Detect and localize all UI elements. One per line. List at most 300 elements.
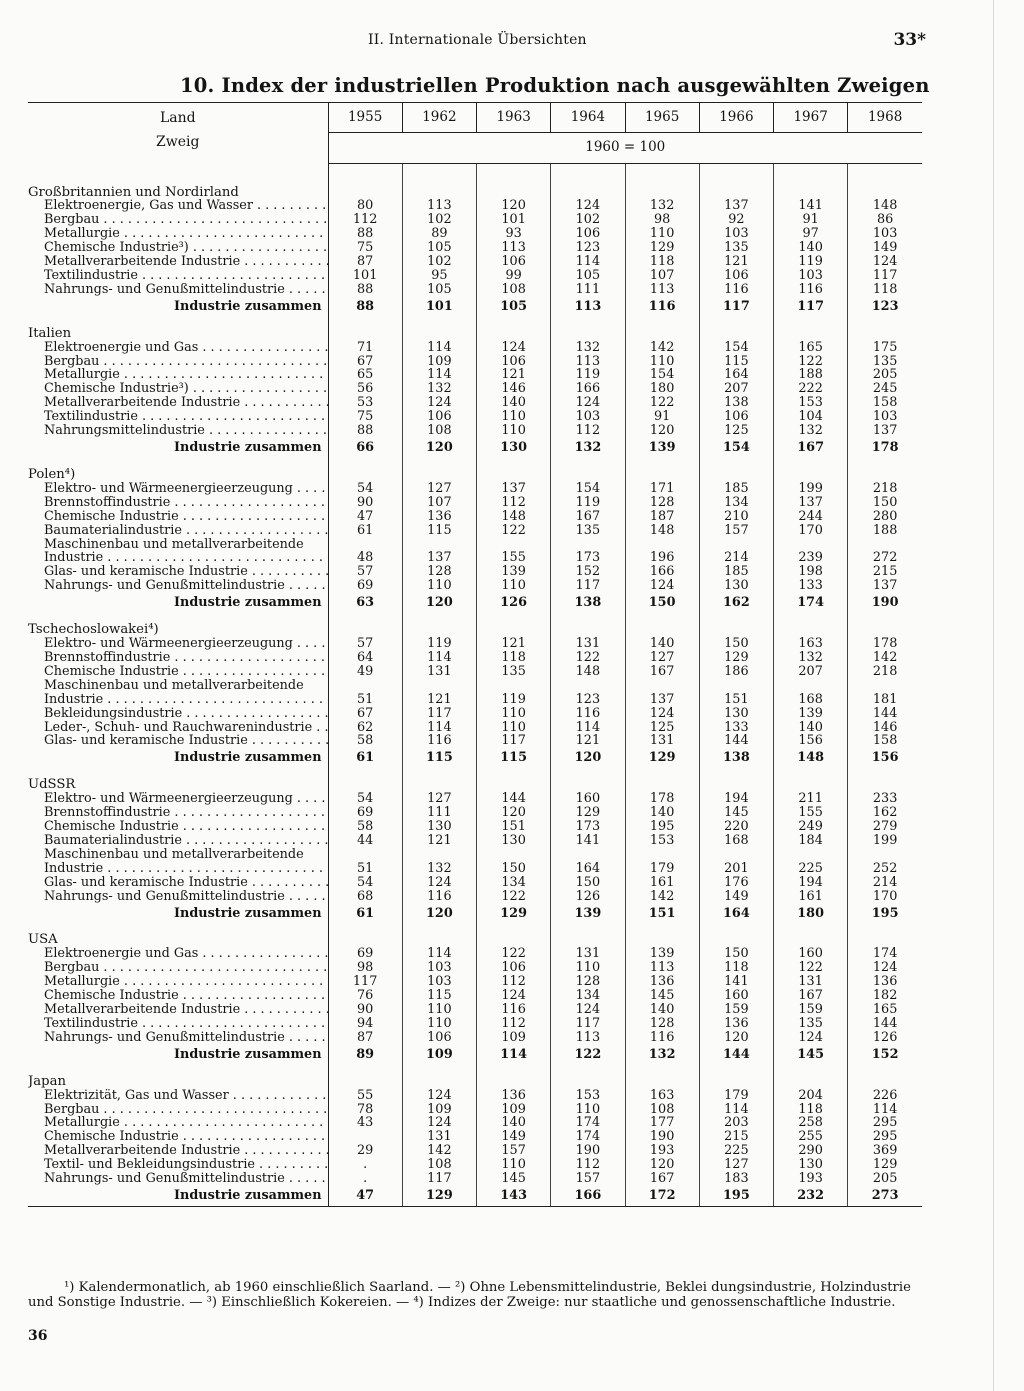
value-cell: 215 xyxy=(872,565,898,580)
branch-label-text: Nahrungs- und Genußmittelindustrie xyxy=(44,889,285,904)
value-cell: 185 xyxy=(699,565,773,579)
leader-dots xyxy=(248,876,328,890)
leader-dots xyxy=(285,283,328,297)
table-row xyxy=(28,792,922,806)
empty-cell xyxy=(477,923,551,933)
leader-dots xyxy=(170,496,328,510)
value-cell: 166 xyxy=(551,382,625,396)
value-cell: 154 xyxy=(699,341,773,355)
value-cell: 174 xyxy=(551,1130,625,1144)
branch-label-text: Bergbau xyxy=(44,961,100,976)
value-cell: 182 xyxy=(872,989,898,1003)
value-cell: 121 xyxy=(551,734,625,748)
value-cell: 114 xyxy=(402,651,476,665)
leader-dots xyxy=(189,241,328,255)
value-cell: 199 xyxy=(872,833,898,848)
spacer-label xyxy=(28,163,328,186)
value-cell: 113 xyxy=(625,283,699,297)
value-cell: 128 xyxy=(402,565,476,579)
branch-label-text: Elektrizität, Gas und Wasser xyxy=(44,1088,229,1103)
value-cell: 120 xyxy=(699,1031,773,1045)
value-cell: 369 xyxy=(872,1144,898,1159)
branch-label xyxy=(28,637,328,651)
value-cell: 88 xyxy=(328,424,402,438)
branch-label xyxy=(28,834,328,848)
value-cell: 177 xyxy=(625,1116,699,1130)
value-cell: 144 xyxy=(477,792,551,806)
value-cell: 115 xyxy=(402,748,476,768)
spacer-label xyxy=(28,768,328,778)
empty-cell xyxy=(699,679,773,693)
header-row-years xyxy=(28,103,922,133)
value-cell: 106 xyxy=(477,355,551,369)
empty-cell xyxy=(625,778,699,792)
value-cell: 127 xyxy=(402,792,476,806)
value-cell: 166 xyxy=(625,565,699,579)
table-row xyxy=(28,482,922,496)
total-label: Industrie zusammen xyxy=(28,297,328,317)
value-cell: 66 xyxy=(328,438,402,458)
value-cell: 295 xyxy=(872,1130,898,1145)
value-cell: 201 xyxy=(699,862,773,876)
table-row xyxy=(28,947,922,961)
branch-label-text: Metallverarbeitende Industrie xyxy=(44,255,241,269)
value-cell: 175 xyxy=(872,340,898,355)
table-row xyxy=(28,989,922,1003)
value-cell: 119 xyxy=(774,255,848,269)
table-row xyxy=(28,848,922,862)
value-cell: 98 xyxy=(328,961,402,975)
value-cell: 112 xyxy=(551,1158,625,1172)
empty-cell xyxy=(848,613,922,623)
value-cell: 176 xyxy=(699,876,773,890)
value-cell: 245 xyxy=(872,382,898,397)
branch-label xyxy=(28,806,328,820)
value-cell: 137 xyxy=(402,551,476,565)
spacer-row xyxy=(28,317,922,327)
value-cell: 136 xyxy=(625,975,699,989)
table-row xyxy=(28,269,922,283)
spacer-label xyxy=(28,317,328,327)
value-cell: 148 xyxy=(625,524,699,538)
value-cell: 76 xyxy=(328,989,402,1003)
value-cell: 146 xyxy=(872,720,898,735)
value-cell: 165 xyxy=(774,341,848,355)
value-cell: 106 xyxy=(699,269,773,283)
value-cell: 150 xyxy=(699,637,773,651)
value-cell: 153 xyxy=(551,1089,625,1103)
leader-dots xyxy=(285,890,328,904)
value-cell: 90 xyxy=(328,1003,402,1017)
empty-cell xyxy=(848,538,922,552)
value-cell: 142 xyxy=(872,650,898,665)
empty-cell xyxy=(699,468,773,482)
empty-cell xyxy=(402,1065,476,1075)
value-cell: 112 xyxy=(477,496,551,510)
branch-label-text: Metallurgie xyxy=(44,1116,120,1131)
value-cell: 132 xyxy=(551,438,625,458)
value-cell: 117 xyxy=(774,297,848,317)
value-cell: 124 xyxy=(402,1116,476,1130)
table-row xyxy=(28,806,922,820)
value-cell: 150 xyxy=(477,862,551,876)
leader-dots xyxy=(120,227,328,241)
table-row xyxy=(28,283,922,297)
value-cell: 119 xyxy=(551,368,625,382)
empty-cell xyxy=(328,623,402,637)
value-cell: 67 xyxy=(328,707,402,721)
value-cell: 115 xyxy=(477,748,551,768)
branch-label xyxy=(28,482,328,496)
value-cell: 69 xyxy=(328,947,402,961)
value-cell: 109 xyxy=(402,1103,476,1117)
leader-dots xyxy=(170,806,328,820)
value-cell: 153 xyxy=(625,834,699,848)
value-cell: 150 xyxy=(872,495,898,510)
country-row xyxy=(28,778,922,792)
value-cell: 112 xyxy=(477,975,551,989)
empty-cell xyxy=(625,327,699,341)
empty-cell xyxy=(402,458,476,468)
empty-cell xyxy=(551,186,625,200)
value-cell: 239 xyxy=(774,551,848,565)
table-row xyxy=(28,876,922,890)
value-cell: 150 xyxy=(699,947,773,961)
value-cell: 130 xyxy=(774,1158,848,1172)
branch-label xyxy=(28,341,328,355)
branch-label-text: Elektro- und Wärmeenergieerzeugung xyxy=(44,637,293,651)
leader-dots xyxy=(99,213,328,227)
value-cell: 123 xyxy=(871,298,899,314)
value-cell: 135 xyxy=(774,1017,848,1031)
empty-cell xyxy=(848,778,922,792)
value-cell: 132 xyxy=(402,862,476,876)
branch-label-text: Metallverarbeitende Industrie xyxy=(44,396,241,411)
empty-cell xyxy=(328,468,402,482)
value-cell: 185 xyxy=(699,482,773,496)
branch-label xyxy=(28,524,328,538)
value-cell: 123 xyxy=(551,693,625,707)
empty-cell xyxy=(848,848,922,862)
empty-cell xyxy=(625,623,699,637)
branch-label xyxy=(28,1103,328,1117)
value-cell: 190 xyxy=(871,595,899,611)
value-cell: 124 xyxy=(872,255,898,269)
empty-cell xyxy=(848,1075,922,1089)
value-cell: 145 xyxy=(625,989,699,1003)
value-cell: 29 xyxy=(328,1144,402,1158)
table-row xyxy=(28,693,922,707)
value-cell: 89 xyxy=(328,1045,402,1065)
value-cell: 103 xyxy=(872,227,898,242)
year-header: 1965 xyxy=(625,103,699,133)
header-land: Land xyxy=(159,110,196,126)
value-cell: 128 xyxy=(551,975,625,989)
value-cell: 194 xyxy=(774,876,848,890)
value-cell: 119 xyxy=(551,496,625,510)
value-cell: 110 xyxy=(477,424,551,438)
value-cell: 53 xyxy=(328,396,402,410)
empty-cell xyxy=(402,163,476,186)
value-cell: 188 xyxy=(872,523,898,538)
value-cell: 89 xyxy=(402,227,476,241)
value-cell: 121 xyxy=(477,368,551,382)
leader-dots xyxy=(312,721,328,735)
branch-label-text: Elektroenergie und Gas xyxy=(44,947,199,962)
value-cell: 120 xyxy=(625,424,699,438)
leader-dots xyxy=(285,579,328,593)
branch-label xyxy=(28,975,328,989)
value-cell: 110 xyxy=(551,961,625,975)
country-name: USA xyxy=(28,933,328,947)
leader-dots xyxy=(240,1003,328,1017)
branch-label-text: Bergbau xyxy=(44,1102,100,1117)
value-cell: 48 xyxy=(328,551,402,565)
branch-label xyxy=(28,1017,328,1031)
value-cell: 118 xyxy=(872,282,898,297)
value-cell: 138 xyxy=(551,593,625,613)
empty-cell xyxy=(328,327,402,341)
empty-cell xyxy=(328,848,402,862)
empty-cell xyxy=(699,1065,773,1075)
branch-label-text: Glas- und keramische Industrie xyxy=(44,734,248,749)
empty-cell xyxy=(625,613,699,623)
value-cell: 249 xyxy=(774,820,848,834)
empty-cell xyxy=(699,458,773,468)
table-row xyxy=(28,396,922,410)
value-cell: 113 xyxy=(551,1031,625,1045)
value-cell: 91 xyxy=(625,410,699,424)
empty-cell xyxy=(774,679,848,693)
value-cell: 146 xyxy=(477,382,551,396)
value-cell: 140 xyxy=(625,806,699,820)
value-cell: 152 xyxy=(871,1046,899,1062)
empty-cell xyxy=(551,317,625,327)
empty-cell xyxy=(477,317,551,327)
value-cell: 279 xyxy=(872,820,898,834)
value-cell: 110 xyxy=(625,355,699,369)
table-row xyxy=(28,665,922,679)
branch-label-text: Elektro- und Wärmeenergieerzeugung xyxy=(44,481,293,496)
leader-dots xyxy=(293,637,328,651)
value-cell: 160 xyxy=(774,947,848,961)
total-row xyxy=(28,903,922,923)
value-cell: 124 xyxy=(872,961,898,976)
branch-label xyxy=(28,792,328,806)
branch-label xyxy=(28,989,328,1003)
value-cell: 295 xyxy=(872,1116,898,1131)
value-cell: 204 xyxy=(774,1089,848,1103)
value-cell: 129 xyxy=(551,806,625,820)
empty-cell xyxy=(625,538,699,552)
branch-label-text: Nahrungsmittelindustrie xyxy=(44,424,205,438)
value-cell: 165 xyxy=(872,1003,898,1017)
value-cell: 124 xyxy=(402,1089,476,1103)
value-cell: 121 xyxy=(402,834,476,848)
value-cell: 116 xyxy=(625,1031,699,1045)
empty-cell xyxy=(551,623,625,637)
value-cell: 124 xyxy=(551,396,625,410)
value-cell: 118 xyxy=(699,961,773,975)
value-cell: 137 xyxy=(699,199,773,213)
table-row xyxy=(28,368,922,382)
country-row xyxy=(28,327,922,341)
value-cell: 111 xyxy=(402,806,476,820)
empty-cell xyxy=(774,327,848,341)
value-cell: 105 xyxy=(477,297,551,317)
value-cell: 126 xyxy=(551,890,625,904)
branch-label xyxy=(28,551,328,565)
branch-label xyxy=(28,665,328,679)
value-cell: 61 xyxy=(328,748,402,768)
year-header: 1955 xyxy=(328,103,402,133)
value-cell: 194 xyxy=(699,792,773,806)
value-cell: 106 xyxy=(699,410,773,424)
empty-cell xyxy=(477,848,551,862)
table-row xyxy=(28,820,922,834)
table-row xyxy=(28,1172,922,1186)
empty-cell xyxy=(625,163,699,186)
value-cell: 114 xyxy=(402,721,476,735)
empty-cell xyxy=(848,768,922,778)
value-cell: 232 xyxy=(774,1186,848,1207)
total-label: Industrie zusammen xyxy=(28,748,328,768)
branch-label-text: Chemische Industrie xyxy=(44,820,179,834)
value-cell: 129 xyxy=(699,651,773,665)
year-header: 1964 xyxy=(551,103,625,133)
value-cell: 106 xyxy=(477,961,551,975)
branch-label xyxy=(28,1031,328,1045)
country-name: UdSSR xyxy=(28,778,328,792)
leader-dots xyxy=(120,975,328,989)
value-cell: 178 xyxy=(625,792,699,806)
table-row xyxy=(28,510,922,524)
value-cell: 114 xyxy=(402,341,476,355)
table-row xyxy=(28,975,922,989)
value-cell: 180 xyxy=(774,903,848,923)
total-row xyxy=(28,438,922,458)
value-cell: 173 xyxy=(551,820,625,834)
empty-cell xyxy=(625,768,699,778)
value-cell: 139 xyxy=(774,707,848,721)
total-row xyxy=(28,1045,922,1065)
value-cell: 47 xyxy=(328,1186,402,1207)
empty-cell xyxy=(699,538,773,552)
value-cell: 75 xyxy=(328,241,402,255)
value-cell: 186 xyxy=(699,665,773,679)
empty-cell xyxy=(402,1075,476,1089)
value-cell: 113 xyxy=(551,297,625,317)
value-cell: 114 xyxy=(402,368,476,382)
empty-cell xyxy=(477,186,551,200)
value-cell: 137 xyxy=(872,579,898,594)
value-cell: 145 xyxy=(774,1045,848,1065)
value-cell: 61 xyxy=(328,903,402,923)
empty-cell xyxy=(774,848,848,862)
empty-cell xyxy=(402,679,476,693)
empty-cell xyxy=(328,768,402,778)
table-row xyxy=(28,961,922,975)
leader-dots xyxy=(99,961,328,975)
spacer-row xyxy=(28,613,922,623)
value-cell: 218 xyxy=(872,481,898,496)
branch-label xyxy=(28,890,328,904)
value-cell: 113 xyxy=(477,241,551,255)
value-cell: 136 xyxy=(477,1089,551,1103)
leader-dots xyxy=(198,341,328,355)
value-cell: 122 xyxy=(774,355,848,369)
value-cell: 218 xyxy=(872,664,898,679)
table-row xyxy=(28,341,922,355)
value-cell: 117 xyxy=(872,268,898,283)
table-row xyxy=(28,862,922,876)
empty-cell xyxy=(477,768,551,778)
value-cell: 113 xyxy=(402,199,476,213)
value-cell: 141 xyxy=(699,975,773,989)
value-cell: 140 xyxy=(774,721,848,735)
value-cell: 121 xyxy=(699,255,773,269)
branch-label-text: Metallverarbeitende Industrie xyxy=(44,1003,241,1017)
value-cell: 144 xyxy=(872,1016,898,1031)
branch-label xyxy=(28,579,328,593)
empty-cell xyxy=(551,613,625,623)
value-cell: 137 xyxy=(477,482,551,496)
value-cell: 154 xyxy=(625,368,699,382)
leader-dots xyxy=(205,424,328,438)
empty-cell xyxy=(477,933,551,947)
branch-label-text: Nahrungs- und Genußmittelindustrie xyxy=(44,579,285,594)
empty-cell xyxy=(625,186,699,200)
branch-label xyxy=(28,269,328,283)
value-cell: 114 xyxy=(477,1045,551,1065)
empty-cell xyxy=(328,163,402,186)
value-cell: 109 xyxy=(402,1045,476,1065)
branch-label xyxy=(28,424,328,438)
empty-cell xyxy=(774,186,848,200)
empty-cell xyxy=(551,327,625,341)
value-cell: 129 xyxy=(402,1186,476,1207)
value-cell: 134 xyxy=(477,876,551,890)
leader-dots xyxy=(138,269,328,283)
year-header: 1962 xyxy=(402,103,476,133)
empty-cell xyxy=(699,186,773,200)
value-cell: 134 xyxy=(699,496,773,510)
table-row xyxy=(28,890,922,904)
value-cell: 87 xyxy=(328,1031,402,1045)
value-cell: 69 xyxy=(328,579,402,593)
empty-cell xyxy=(551,778,625,792)
table-row xyxy=(28,1158,922,1172)
value-cell: 167 xyxy=(625,665,699,679)
value-cell: 124 xyxy=(402,876,476,890)
value-cell: 178 xyxy=(871,440,899,456)
table-row xyxy=(28,651,922,665)
leader-dots xyxy=(293,792,328,806)
table-row xyxy=(28,565,922,579)
value-cell: 149 xyxy=(872,241,898,256)
table-row xyxy=(28,355,922,369)
empty-cell xyxy=(625,458,699,468)
value-cell: 161 xyxy=(625,876,699,890)
value-cell: 133 xyxy=(774,579,848,593)
value-cell: 122 xyxy=(774,961,848,975)
value-cell: 136 xyxy=(699,1017,773,1031)
value-cell: 112 xyxy=(551,424,625,438)
value-cell: 207 xyxy=(774,665,848,679)
value-cell: 68 xyxy=(328,890,402,904)
branch-label-text: Glas- und keramische Industrie xyxy=(44,565,248,580)
branch-label xyxy=(28,1089,328,1103)
